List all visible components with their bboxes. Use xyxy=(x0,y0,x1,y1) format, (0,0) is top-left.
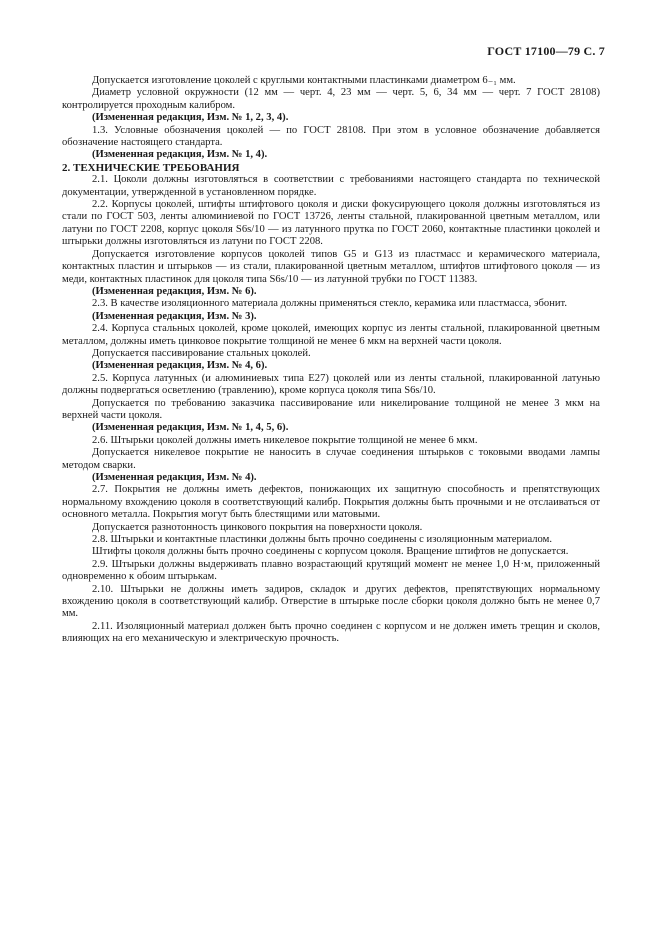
paragraph: 2.1. Цоколи должны изготовляться в соответствии с требованиями настоящего стандарта по технической документации, утвержденной в установленном порядке. xyxy=(62,174,600,198)
amendment-note: (Измененная редакция, Изм. № 1, 2, 3, 4). xyxy=(92,112,289,124)
main-paragraphs xyxy=(62,174,600,645)
top-paragraphs xyxy=(62,75,600,162)
amendment-note: (Измененная редакция, Изм. № 6). xyxy=(92,285,257,297)
paragraph: Допускается изготовление цоколей с круглыми контактными пластинками диаметром 6₋₁ мм. xyxy=(92,75,516,86)
paragraph: 2.8. Штырьки и контактные пластинки должны быть прочно соединены с изоляционным материалом. xyxy=(92,534,552,546)
paragraph: 2.9. Штырьки должны выдерживать плавно возрастающий крутящий момент не менее 1,0 Н·м, приложенный одновременно к обоим штырькам. xyxy=(62,558,600,583)
document-body xyxy=(62,75,600,646)
paragraph: 2.5. Корпуса латунных (и алюминиевых типа E27) цоколей или из ленты стальной, плакированной латунью должны подвергаться осветлению (травлению), кроме корпуса цоколя типа S6s/10. xyxy=(62,372,600,397)
paragraph: Допускается пассивирование стальных цоколей. xyxy=(92,347,311,359)
paragraph: Диаметр условной окружности (12 мм — черт. 4, 23 мм — черт. 5, 6, 34 мм — черт. 7 ГОСТ 28108) контролируется проходным калибром. xyxy=(62,87,600,111)
amendment-note: (Измененная редакция, Изм. № 4, 6). xyxy=(92,360,268,372)
paragraph: 1.3. Условные обозначения цоколей — по ГОСТ 28108. При этом в условное обозначение добавляется обозначение настоящего стандарта. xyxy=(62,124,600,149)
amendment-note: (Измененная редакция, Изм. № 4). xyxy=(92,472,257,483)
amendment-note: (Измененная редакция, Изм. № 1, 4, 5, 6). xyxy=(92,422,289,434)
paragraph: 2.4. Корпуса стальных цоколей, кроме цоколей, имеющих корпус из ленты стальной, плакированной цветным металлом, должны иметь цинковое покрытие толщиной не менее 6 мкм на верхней части цоколя. xyxy=(62,323,600,347)
section-title: 2. ТЕХНИЧЕСКИЕ ТРЕБОВАНИЯ xyxy=(62,161,240,174)
paragraph: Допускается по требованию заказчика пассивирование или никелирование толщиной не менее 3 мкм на верхней части цоколя. xyxy=(62,397,600,421)
paragraph: 2.6. Штырьки цоколей должны иметь никелевое покрытие толщиной не менее 6 мкм. xyxy=(92,434,478,446)
amendment-note: (Измененная редакция, Изм. № 3). xyxy=(92,310,257,322)
paragraph: 2.7. Покрытия не должны иметь дефектов, понижающих их защитную способность и препятствующих нормальному вхождению цоколя в соответствующий калибр. Покрытия должны быть прочными и не отслаиваться от основного металла. Покрытия могут быть блестящими или матовыми. xyxy=(62,484,600,521)
paragraph: 2.2. Корпусы цоколей, штифты штифтового цоколя и диски фокусирующего цоколя должны изготовляться из стали по ГОСТ 503, ленты алюминиевой по ГОСТ 13726, ленты стальной, плакированной цветным металлом, или латуни по ГОСТ 2208, корпус цоколя S6s/10 — из латунного прутка по ГОСТ 2060, контактные пластинки цоколей и штырьки должны изготовляться из латуни по ГОСТ 2208. xyxy=(62,199,600,248)
running-header: ГОСТ 17100—79 С. 7 xyxy=(487,44,605,58)
paragraph: Допускается никелевое покрытие не наносить в случае соединения штырьков с токовыми вводами лампы методом сварки. xyxy=(62,447,600,471)
paragraph: 2.11. Изоляционный материал должен быть прочно соединен с корпусом и не должен иметь трещин и сколов, влияющих на его механическую и электрическую прочность. xyxy=(62,620,600,645)
paragraph: Допускается изготовление корпусов цоколей типов G5 и G13 из пластмасс и керамического материала, контактных пластин и штырьков — из стали, плакированной цветным металлом, штифтов штифтового цоколя — из меди, контактных пластинок для цоколя типа S6s/10 — из латунной трубки по ГОСТ 11383. xyxy=(62,248,600,285)
paragraph: 2.10. Штырьки не должны иметь задиров, складок и других дефектов, препятствующих нормальному вхождению цоколя в соответствующий калибр. Отверстие в штырьке после сборки цоколя должно быть не менее 0,7 мм. xyxy=(62,583,600,620)
paragraph: Штифты цоколя должны быть прочно соединены с корпусом цоколя. Вращение штифтов не допускается. xyxy=(92,546,569,558)
paragraph: 2.3. В качестве изоляционного материала должны применяться стекло, керамика или пластмасса, эбонит. xyxy=(92,298,568,310)
paragraph: Допускается разнотонность цинкового покрытия на поверхности цоколя. xyxy=(92,521,423,533)
amendment-note: (Измененная редакция, Изм. № 1, 4). xyxy=(92,149,268,161)
